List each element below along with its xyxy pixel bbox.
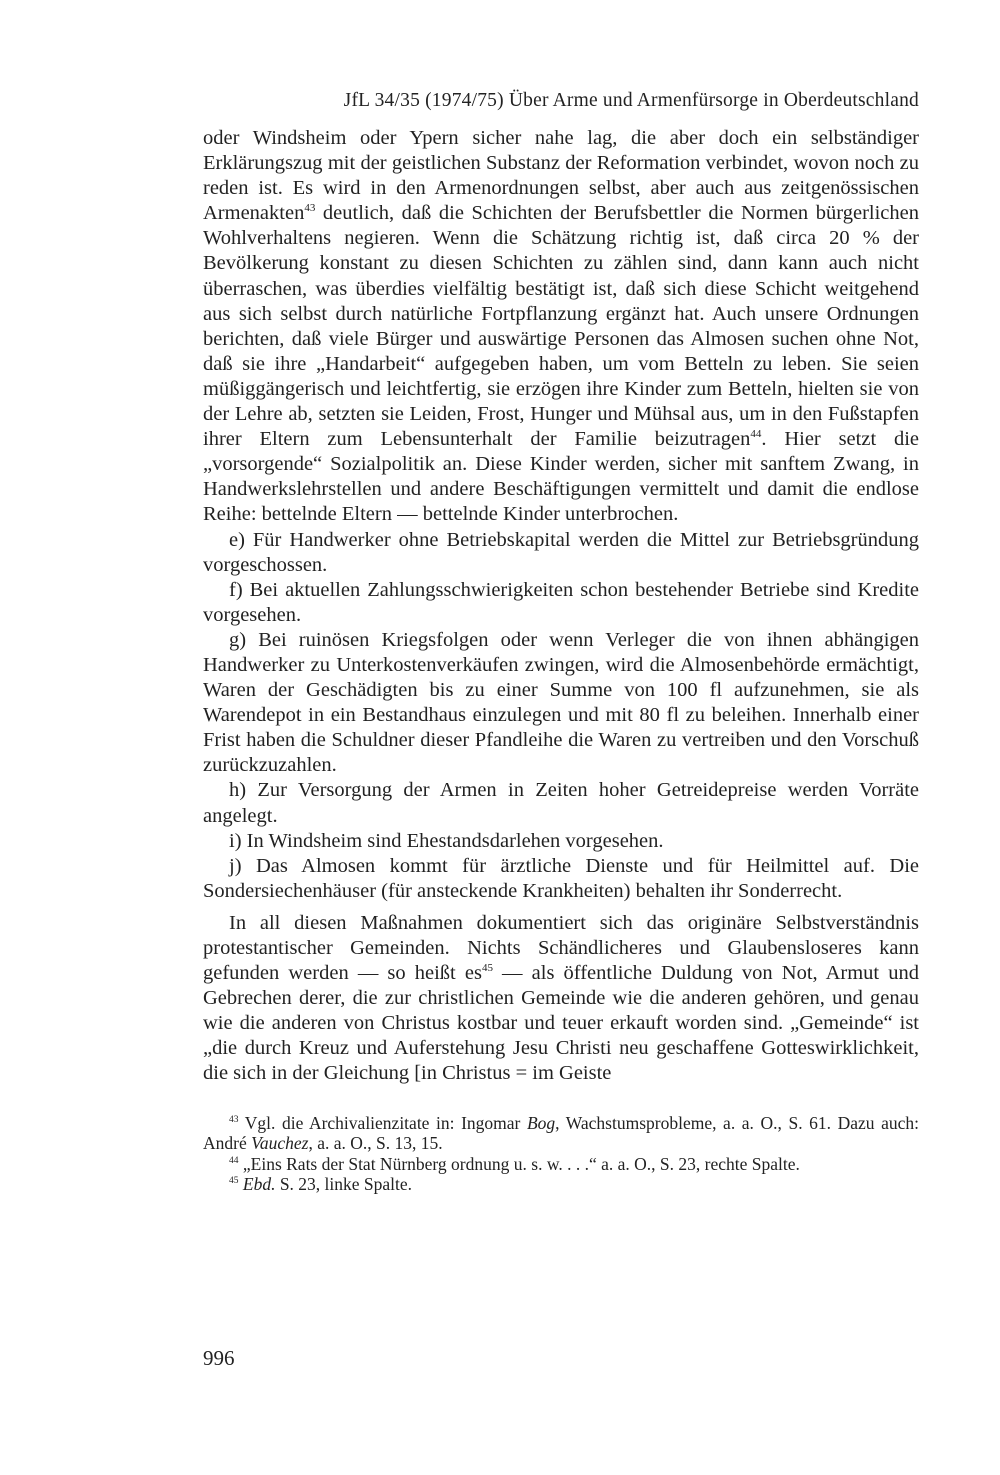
footnote-text: S. 23, linke Spalte. <box>275 1174 413 1195</box>
footnote-43 <box>203 1113 919 1154</box>
footnote-text: , a. a. O., S. 13, 15. <box>308 1133 443 1154</box>
footnote-text: „Eins Rats der Stat Nürnberg ordnung u. s. w. . . .“ a. a. O., S. 23, rechte Spalte. <box>238 1153 800 1174</box>
footnote-44 <box>203 1154 919 1175</box>
paragraph-continuation <box>203 126 919 528</box>
text-run: deutlich, daß die Schichten der Berufsbettler die Normen bürgerlichen Wohlverhaltens negieren. Wenn die Schätzung richtig ist, daß circa 20 % der Bevölkerung konstant zu diesen Schichten zu zählen sind, dann kann auch nicht überraschen, was überdies vielfältig bestätigt ist, daß sich diese Schicht weitgehend aus sich selbst durch natürliche Fortpflanzung ergänzt hat. Auch unsere Ordnungen berichten, daß viele Bürger und auswärtige Personen das Almosen suchen ohne Not, daß sie ihre „Handarbeit“ aufgegeben haben, um vom Betteln zu leben. Sie seien müßiggängerisch und leichtfertig, sie erzögen ihre Kinder zum Betteln, hielten sie von der Lehre ab, setzten sie Leiden, Frost, Hunger und Mühsal aus, um in den Fußstapfen ihrer Eltern zum Lebensunterhalt der Familie beizutragen <box>203 202 919 451</box>
list-item-g: g) Bei ruinösen Kriegsfolgen oder wenn Verleger die von ihnen abhängigen Handwerker zu Unterkostenverkäufen zwingen, wird die Almosenbehörde ermächtigt, Waren der Geschädigten bis zu einer Summe von 100 fl aufzunehmen, sie als Warendepot in ein Bestandhaus einzulegen und mit 80 fl zu beleihen. Innerhalb einer Frist haben die Schuldner dieser Pfandleihe die Waren zu vertreiben und den Vorschuß zurückzuzahlen. <box>203 628 919 777</box>
document-page <box>203 88 919 1195</box>
author-name: Vauchez <box>251 1133 309 1154</box>
text-run: . Hier setzt die „vorsorgende“ Sozialpolitik an. Diese Kinder werden, sicher mit sanftem Zwang, in Handwerkslehrstellen und andere Beschäftigungen vermittelt und damit die endlose Reihe: bettelnde Eltern — bettelnde Kinder unterbrochen. <box>203 428 919 526</box>
footnote-ref-43[interactable]: 43 <box>304 202 316 215</box>
footnotes <box>203 1113 919 1195</box>
author-name: Bog <box>526 1112 556 1133</box>
list-item-j: j) Das Almosen kommt für ärztliche Dienste und für Heilmittel auf. Die Sondersiechenhäuser (für ansteckende Krankheiten) behalten ihr Sonderrecht. <box>203 854 919 902</box>
page-number: 996 <box>203 1346 235 1370</box>
footnote-ref-44[interactable]: 44 <box>750 428 762 441</box>
list-item-e: e) Für Handwerker ohne Betriebskapital werden die Mittel zur Betriebsgründung vorgeschossen. <box>203 528 919 576</box>
list-item-i: i) In Windsheim sind Ehestandsdarlehen vorgesehen. <box>229 829 664 852</box>
footnote-mark: 44 <box>229 1155 239 1166</box>
list-item-f: f) Bei aktuellen Zahlungsschwierigkeiten schon bestehender Betriebe sind Kredite vorgesehen. <box>203 578 919 626</box>
text-run: oder Windsheim oder Ypern sicher nahe lag, die aber doch ein selbständiger Erklärungszug mit der geistlichen Substanz der Reformation verbindet, wovon noch zu reden ist. Es wird in den Armenordnungen selbst, aber auch aus zeitgenössischen Armenakten <box>203 127 919 225</box>
text-run: In all diesen Maßnahmen dokumentiert sich das originäre Selbstverständnis protestantischer Gemeinden. Nichts Schändlicheres und Glaubensloseres kann gefunden werden — so heißt es <box>203 911 919 985</box>
list-item-h: h) Zur Versorgung der Armen in Zeiten hoher Getreidepreise werden Vorräte angelegt. <box>203 779 919 827</box>
footnote-text: , Wachstumsprobleme, a. a. O., S. 61. Dazu auch: André <box>203 1112 919 1154</box>
ebd-abbrev: Ebd. <box>242 1174 276 1195</box>
footnote-text: Vgl. die Archivalienzitate in: Ingomar <box>238 1112 527 1133</box>
paragraph <box>203 911 919 1087</box>
footnote-mark: 43 <box>229 1114 239 1125</box>
body-text <box>203 126 919 1087</box>
footnote-ref-45[interactable]: 45 <box>481 962 493 975</box>
footnote-45 <box>203 1174 919 1195</box>
text-run: — als öffentliche Duldung von Not, Armut und Gebrechen derer, die zur christlichen Gemeinde wie die anderen gehören, und genau wie die anderen von Christus kostbar und teuer erkauft worden sind. „Gemeinde“ ist „die durch Kreuz und Auferstehung Jesu Christi neu geschaffene Gotteswirklichkeit, die sich in der Gleichung [in Christus = im Geiste <box>203 962 919 1085</box>
footnote-mark: 45 <box>229 1176 239 1187</box>
running-header: JfL 34/35 (1974/75) Über Arme und Armenfürsorge in Oberdeutschland <box>343 90 919 111</box>
